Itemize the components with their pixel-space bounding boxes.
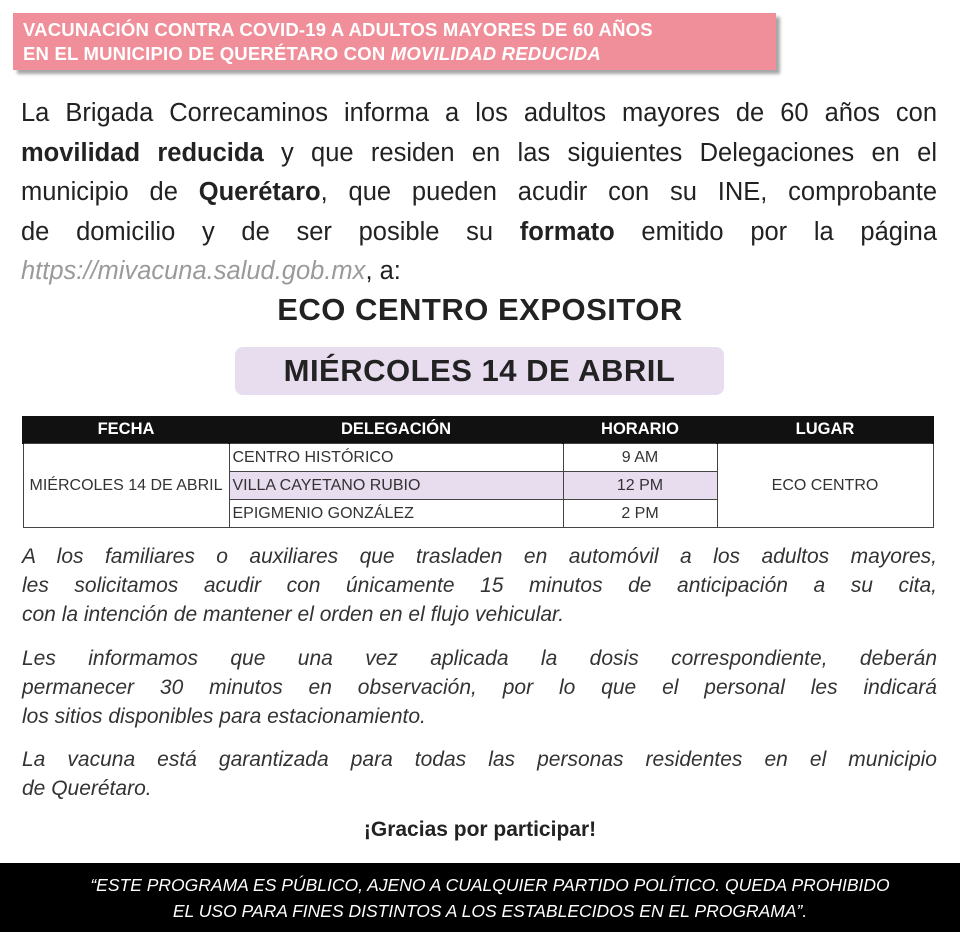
table-header-row (23, 416, 933, 444)
intro-row-5-rest: , a: (365, 257, 401, 285)
header-delegacion: DELEGACIÓN (229, 416, 563, 444)
intro-bold-queretaro: Querétaro (198, 178, 321, 206)
family-notice-paragraph (22, 542, 937, 629)
table-row (23, 444, 933, 472)
intro-paragraph (21, 94, 937, 292)
footer-line-2: EL USO PARA FINES DISTINTOS A LOS ESTABLECIDOS EN EL PROGRAMA”. (172, 901, 808, 921)
header-fecha: FECHA (23, 416, 229, 444)
vaccine-website-link[interactable]: https://mivacuna.salud.gob.mx (21, 257, 366, 285)
fecha-cell: MIÉRCOLES 14 DE ABRIL (23, 444, 229, 528)
thanks-message: ¡Gracias por participar! (363, 818, 597, 841)
date-title: MIÉRCOLES 14 DE ABRIL (235, 347, 724, 395)
horario-cell: 12 PM (563, 472, 717, 500)
header-lugar: LUGAR (717, 416, 933, 444)
lugar-cell: ECO CENTRO (717, 444, 933, 528)
intro-row-5 (21, 252, 937, 292)
guarantee-row-2: de Querétaro. (22, 777, 152, 800)
header-banner (13, 13, 776, 70)
observation-row-3: los sitios disponibles para estacionamiento. (22, 705, 426, 728)
header-horario: HORARIO (563, 416, 717, 444)
horario-cell: 9 AM (563, 444, 717, 472)
intro-row-4 (21, 213, 937, 253)
intro-bold-movilidad: movilidad reducida (21, 138, 264, 167)
intro-row-4-a: de domicilio y de ser posible su (21, 217, 520, 246)
family-notice-row-3: con la intención de mantener el orden en el flujo vehicular. (22, 603, 565, 626)
family-notice-row-2: les solicitamos acudir con únicamente 15 minutos de anticipación a su cita, (22, 574, 937, 597)
intro-row-4-b: emitido por la página (614, 217, 937, 246)
venue-title: ECO CENTRO EXPOSITOR (277, 292, 683, 327)
observation-row-1: Les informamos que una vez aplicada la dosis correspondiente, deberán (22, 647, 937, 670)
intro-row-3-a: municipio de (21, 178, 199, 206)
intro-row-3-b: , que pueden acudir con su INE, comprobante (320, 178, 938, 206)
intro-row-2-rest: y que residen en las siguientes Delegaciones en el (263, 138, 938, 167)
delegacion-cell: EPIGMENIO GONZÁLEZ (229, 500, 563, 528)
delegacion-cell: VILLA CAYETANO RUBIO (229, 472, 563, 500)
header-line2-prefix: EN EL MUNICIPIO DE QUERÉTARO CON (23, 43, 391, 64)
horario-cell: 2 PM (563, 500, 717, 528)
header-title-line2 (23, 43, 601, 65)
family-notice-row-1: A los familiares o auxiliares que trasladen en automóvil a los adultos mayores, (22, 545, 937, 568)
intro-row-1: La Brigada Correcaminos informa a los adultos mayores de 60 años con (21, 99, 937, 127)
observation-row-2: permanecer 30 minutos en observación, por lo que el personal les indicará (22, 676, 937, 699)
header-title-line1: VACUNACIÓN CONTRA COVID-19 A ADULTOS MAYORES DE 60 AÑOS (23, 19, 653, 40)
footer-line-1: “ESTE PROGRAMA ES PÚBLICO, AJENO A CUALQUIER PARTIDO POLÍTICO. QUEDA PROHIBIDO (90, 875, 890, 895)
intro-bold-formato: formato (519, 217, 615, 246)
guarantee-row-1: La vacuna está garantizada para todas las personas residentes en el municipio (22, 748, 937, 771)
observation-notice-paragraph (22, 644, 937, 731)
schedule-table (22, 416, 934, 528)
intro-row-2 (21, 134, 937, 174)
delegacion-cell: CENTRO HISTÓRICO (229, 444, 563, 472)
header-line2-italic: MOVILIDAD REDUCIDA (390, 43, 601, 64)
intro-row-3 (21, 173, 937, 213)
legal-footer (0, 863, 960, 932)
guarantee-paragraph (22, 745, 937, 803)
